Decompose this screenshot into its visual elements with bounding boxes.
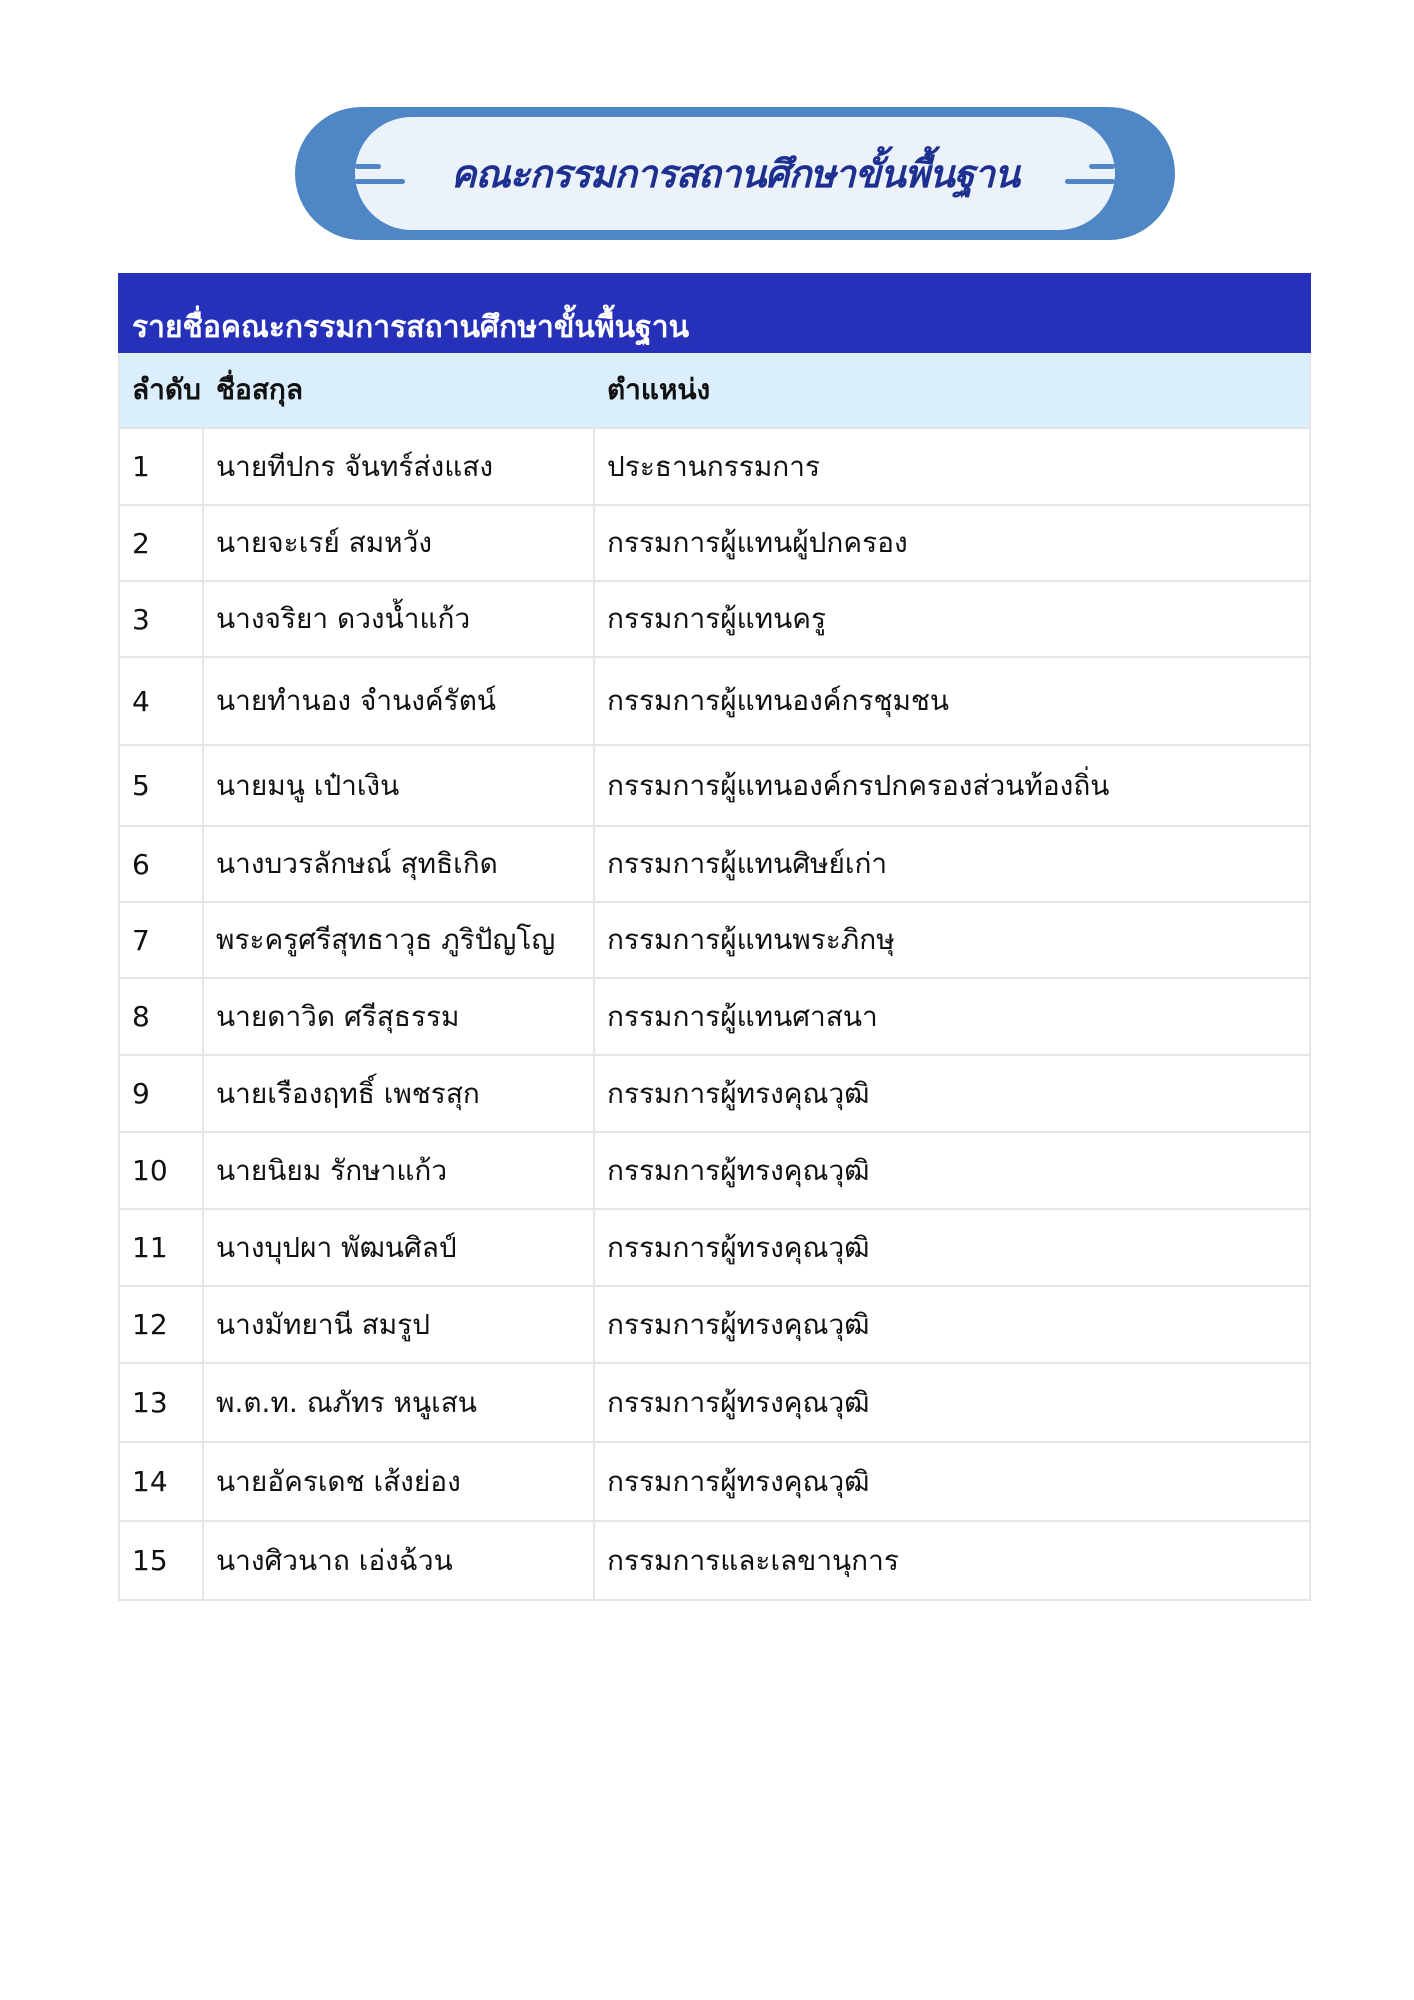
cell-name: นายมนู เป๋าเงิน <box>203 745 594 826</box>
table-row <box>119 826 1310 902</box>
cell-position: กรรมการผู้แทนครู <box>594 581 1310 657</box>
cell-name: นายอัครเดช เส้งย่อง <box>203 1442 594 1521</box>
table-row <box>119 1363 1310 1442</box>
cell-position: กรรมการผู้ทรงคุณวุฒิ <box>594 1132 1310 1209</box>
cell-name: นายดาวิด ศรีสุธรรม <box>203 978 594 1055</box>
table-row <box>119 1521 1310 1600</box>
table-title: รายชื่อคณะกรรมการสถานศึกษาขั้นพื้นฐาน <box>119 274 1310 352</box>
cell-position: กรรมการผู้แทนองค์กรปกครองส่วนท้องถิ่น <box>594 745 1310 826</box>
cell-position: กรรมการผู้ทรงคุณวุฒิ <box>594 1209 1310 1286</box>
banner-decoration-line <box>355 164 381 169</box>
committee-table <box>118 273 1311 1601</box>
cell-position: กรรมการผู้ทรงคุณวุฒิ <box>594 1363 1310 1442</box>
cell-name: พระครูศรีสุทธาวุธ ภูริปัญโญ <box>203 902 594 978</box>
table-row <box>119 1132 1310 1209</box>
table-title-row <box>119 274 1310 352</box>
page-title: คณะกรรมการสถานศึกษาขั้นพื้นฐาน <box>450 152 1019 196</box>
cell-position: กรรมการผู้ทรงคุณวุฒิ <box>594 1286 1310 1363</box>
cell-name: นายเรืองฤทธิ์ เพชรสุก <box>203 1055 594 1132</box>
table-row <box>119 657 1310 745</box>
cell-no: 8 <box>119 978 203 1055</box>
cell-name: นางศิวนาถ เอ่งฉ้วน <box>203 1521 594 1600</box>
cell-name: นางมัทยานี สมรูป <box>203 1286 594 1363</box>
cell-no: 6 <box>119 826 203 902</box>
cell-no: 14 <box>119 1442 203 1521</box>
table-row <box>119 1055 1310 1132</box>
cell-no: 9 <box>119 1055 203 1132</box>
column-header-position: ตำแหน่ง <box>594 352 1310 428</box>
cell-no: 4 <box>119 657 203 745</box>
table-row <box>119 428 1310 505</box>
cell-name: นางบวรลักษณ์ สุทธิเกิด <box>203 826 594 902</box>
banner-decoration-line <box>1065 179 1115 184</box>
cell-no: 7 <box>119 902 203 978</box>
cell-name: นายจะเรย์ สมหวัง <box>203 505 594 581</box>
cell-no: 12 <box>119 1286 203 1363</box>
cell-name: พ.ต.ท. ณภัทร หนูเสน <box>203 1363 594 1442</box>
table-row <box>119 1286 1310 1363</box>
column-header-no: ลำดับ <box>119 352 203 428</box>
table-row <box>119 1442 1310 1521</box>
cell-no: 2 <box>119 505 203 581</box>
title-banner <box>295 107 1175 240</box>
table-row <box>119 1209 1310 1286</box>
column-header-name: ชื่อสกุล <box>203 352 594 428</box>
cell-position: กรรมการผู้แทนองค์กรชุมชน <box>594 657 1310 745</box>
banner-decoration-line <box>355 179 405 184</box>
cell-no: 3 <box>119 581 203 657</box>
cell-no: 1 <box>119 428 203 505</box>
table-row <box>119 978 1310 1055</box>
table-row <box>119 745 1310 826</box>
cell-position: กรรมการผู้ทรงคุณวุฒิ <box>594 1442 1310 1521</box>
cell-no: 11 <box>119 1209 203 1286</box>
table-row <box>119 581 1310 657</box>
cell-name: นายนิยม รักษาแก้ว <box>203 1132 594 1209</box>
cell-name: นางจริยา ดวงน้ำแก้ว <box>203 581 594 657</box>
cell-name: นางบุปผา พัฒนศิลป์ <box>203 1209 594 1286</box>
cell-no: 15 <box>119 1521 203 1600</box>
cell-position: กรรมการผู้แทนศิษย์เก่า <box>594 826 1310 902</box>
cell-name: นายทำนอง จำนงค์รัตน์ <box>203 657 594 745</box>
table-row <box>119 902 1310 978</box>
cell-no: 10 <box>119 1132 203 1209</box>
banner-decoration-line <box>1089 164 1115 169</box>
cell-position: กรรมการและเลขานุการ <box>594 1521 1310 1600</box>
cell-no: 5 <box>119 745 203 826</box>
cell-name: นายทีปกร จันทร์ส่งแสง <box>203 428 594 505</box>
title-banner-inner <box>355 117 1115 230</box>
cell-position: ประธานกรรมการ <box>594 428 1310 505</box>
table-header-row <box>119 352 1310 428</box>
cell-position: กรรมการผู้แทนผู้ปกครอง <box>594 505 1310 581</box>
cell-position: กรรมการผู้แทนพระภิกษุ <box>594 902 1310 978</box>
cell-no: 13 <box>119 1363 203 1442</box>
cell-position: กรรมการผู้ทรงคุณวุฒิ <box>594 1055 1310 1132</box>
table-row <box>119 505 1310 581</box>
cell-position: กรรมการผู้แทนศาสนา <box>594 978 1310 1055</box>
